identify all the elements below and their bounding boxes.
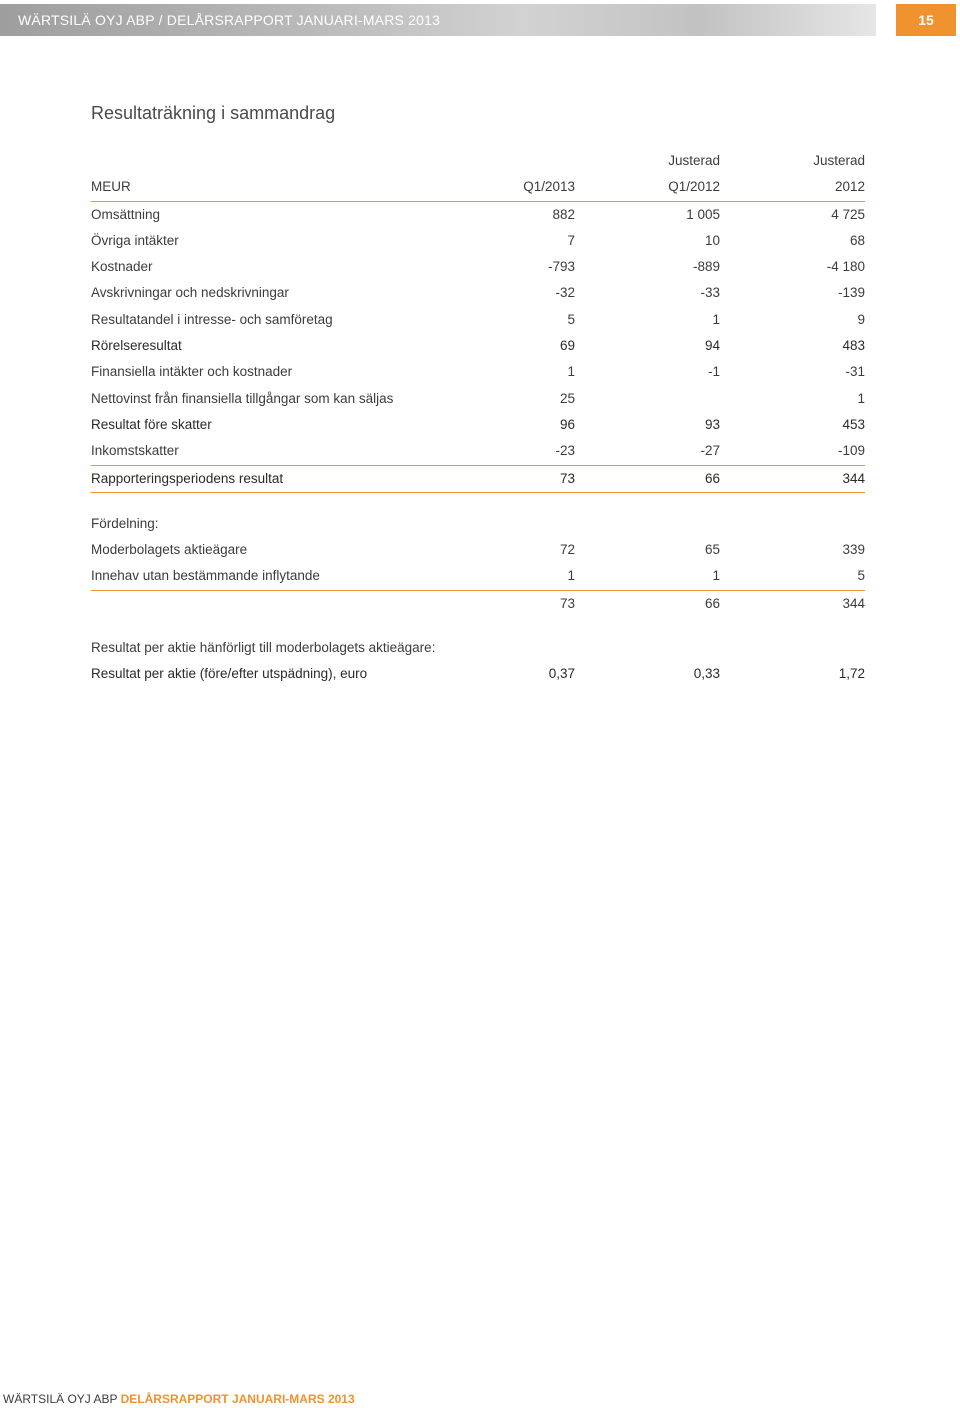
row-value: 68 bbox=[849, 232, 865, 248]
table-row bbox=[91, 280, 865, 306]
row-value: 882 bbox=[552, 206, 575, 222]
row-label: Avskrivningar och nedskrivningar bbox=[91, 285, 289, 301]
row-value: -31 bbox=[845, 364, 865, 380]
row-value: 1 bbox=[567, 364, 575, 380]
row-value: 5 bbox=[857, 568, 865, 584]
row-value: 93 bbox=[704, 416, 720, 432]
row-label: Resultat före skatter bbox=[91, 416, 212, 432]
row-value: 72 bbox=[559, 542, 575, 558]
table-row-subtotal bbox=[91, 412, 865, 438]
row-label: Rörelseresultat bbox=[91, 338, 182, 354]
table-row bbox=[91, 254, 865, 280]
table-row bbox=[91, 563, 865, 590]
spacer bbox=[91, 617, 865, 635]
row-value: 344 bbox=[842, 470, 865, 486]
distribution-label-row bbox=[91, 511, 865, 537]
table-row bbox=[91, 537, 865, 563]
row-label: Inkomstskatter bbox=[91, 443, 179, 459]
row-value: -793 bbox=[547, 259, 575, 275]
row-value: 1 bbox=[712, 568, 720, 584]
row-label: Rapporteringsperiodens resultat bbox=[91, 470, 284, 486]
eps-row bbox=[91, 661, 865, 687]
row-value: -4 180 bbox=[826, 259, 865, 275]
header-cell: Q1/2013 bbox=[523, 179, 575, 195]
row-value: 25 bbox=[559, 390, 575, 406]
table-row bbox=[91, 307, 865, 333]
section-title: Resultaträkning i sammandrag bbox=[91, 103, 336, 123]
row-label: Finansiella intäkter och kostnader bbox=[91, 364, 293, 380]
row-value: 66 bbox=[704, 470, 720, 486]
row-value: -32 bbox=[555, 285, 575, 301]
row-value: -23 bbox=[555, 443, 575, 459]
table-row-total bbox=[91, 466, 865, 493]
row-value: 69 bbox=[559, 338, 575, 354]
row-value: 9 bbox=[857, 311, 865, 327]
eps-label: Resultat per aktie hänförligt till moderbolagets aktieägare: bbox=[91, 640, 436, 656]
row-value: 7 bbox=[567, 232, 575, 248]
row-value: 1,72 bbox=[838, 666, 865, 682]
page-number: 15 bbox=[896, 4, 956, 36]
row-value: 0,37 bbox=[548, 666, 575, 682]
table-row-subtotal bbox=[91, 333, 865, 359]
header-band bbox=[0, 4, 876, 36]
row-value: -33 bbox=[700, 285, 720, 301]
footer bbox=[3, 1392, 355, 1406]
footer-company: WÄRTSILÄ OYJ ABP bbox=[3, 1392, 118, 1406]
table-header-row bbox=[91, 174, 865, 201]
row-value: 1 005 bbox=[686, 206, 720, 222]
row-value: 4 725 bbox=[831, 206, 865, 222]
row-value: 344 bbox=[842, 595, 865, 611]
table-row bbox=[91, 386, 865, 412]
row-label: Nettovinst från finansiella tillgångar som kan säljas bbox=[91, 390, 394, 406]
header-cell: 2012 bbox=[834, 179, 865, 195]
row-value: 73 bbox=[559, 595, 575, 611]
row-label: Innehav utan bestämmande inflytande bbox=[91, 568, 320, 584]
spacer bbox=[91, 493, 865, 511]
row-label: Resultatandel i intresse- och samföretag bbox=[91, 311, 333, 327]
header-title: WÄRTSILÄ OYJ ABP / DELÅRSRAPPORT JANUARI-MARS 2013 bbox=[18, 12, 441, 28]
row-value: 339 bbox=[842, 542, 865, 558]
row-value: 5 bbox=[567, 311, 575, 327]
pre-header-cell: Justerad bbox=[813, 153, 865, 168]
table-row bbox=[91, 438, 865, 465]
row-value: -109 bbox=[837, 443, 865, 459]
table-row bbox=[91, 228, 865, 254]
table-row bbox=[91, 359, 865, 385]
row-value: 73 bbox=[559, 470, 575, 486]
eps-label-row bbox=[91, 635, 865, 661]
row-label: Omsättning bbox=[91, 206, 161, 222]
row-value: 0,33 bbox=[693, 666, 720, 682]
header-cell-unit: MEUR bbox=[91, 179, 131, 195]
row-value: 483 bbox=[842, 338, 865, 354]
distribution-label: Fördelning: bbox=[91, 515, 159, 531]
row-label: Kostnader bbox=[91, 259, 153, 275]
row-label: Moderbolagets aktieägare bbox=[91, 542, 248, 558]
row-value: -889 bbox=[692, 259, 720, 275]
row-value: 1 bbox=[567, 568, 575, 584]
table-row bbox=[91, 202, 865, 228]
pre-header-cell: Justerad bbox=[668, 153, 720, 168]
row-value: 10 bbox=[704, 232, 720, 248]
header-cell: Q1/2012 bbox=[668, 179, 720, 195]
row-label: Resultat per aktie (före/efter utspädning), euro bbox=[91, 666, 368, 682]
row-value: 94 bbox=[704, 338, 720, 354]
row-value: -1 bbox=[707, 364, 720, 380]
row-value: 65 bbox=[704, 542, 720, 558]
row-value: 1 bbox=[857, 390, 865, 406]
row-value: 1 bbox=[712, 311, 720, 327]
row-value: -139 bbox=[837, 285, 865, 301]
income-statement-table bbox=[91, 148, 865, 688]
table-pre-header-row bbox=[91, 148, 865, 174]
row-value: 96 bbox=[559, 416, 575, 432]
row-value: -27 bbox=[700, 443, 720, 459]
row-value: 453 bbox=[842, 416, 865, 432]
footer-report-title: DELÅRSRAPPORT JANUARI-MARS 2013 bbox=[120, 1392, 355, 1406]
row-label: Övriga intäkter bbox=[91, 232, 179, 248]
row-value: 66 bbox=[704, 595, 720, 611]
distribution-total-row bbox=[91, 591, 865, 617]
